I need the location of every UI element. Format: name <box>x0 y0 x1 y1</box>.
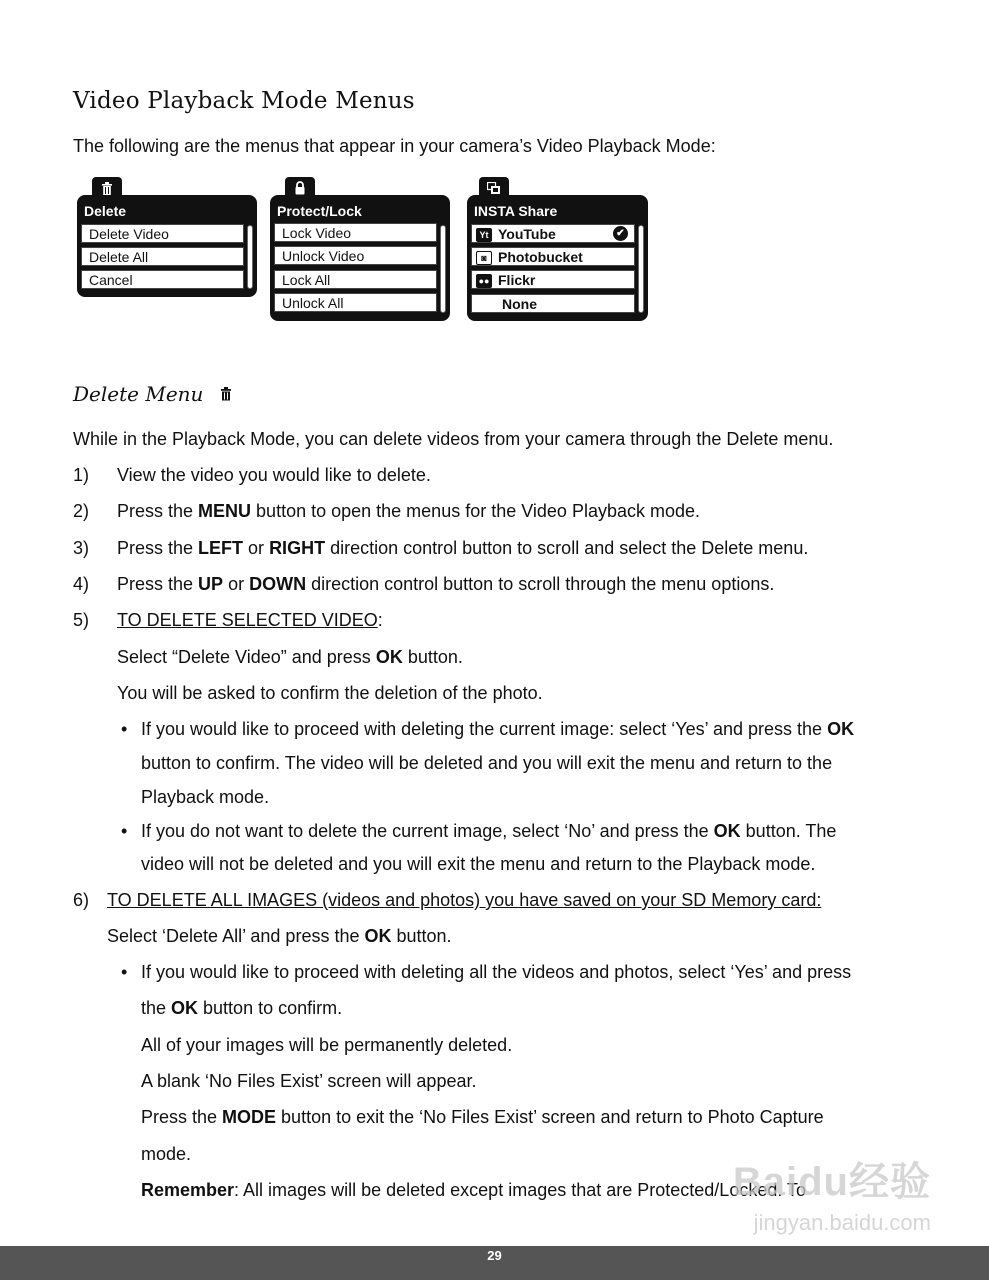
step-3-text <box>117 537 808 559</box>
text: direction control button to scroll and select the Delete menu. <box>325 538 809 558</box>
section-title <box>73 382 232 406</box>
step-5-line-2: You will be asked to confirm the deletion of the photo. <box>117 683 543 703</box>
menu-item-label: Photobucket <box>498 249 583 265</box>
text: or <box>243 538 270 558</box>
step-6-bullet-line-3: All of your images will be permanently deleted. <box>141 1035 513 1055</box>
key-menu: MENU <box>198 501 252 521</box>
scrollbar <box>638 225 644 313</box>
menu-item-unlock-all: Unlock All <box>274 293 437 312</box>
check-icon: ✔ <box>613 226 628 241</box>
step-4-text <box>117 573 774 595</box>
step-5-bullet-2-line-1 <box>141 820 836 842</box>
key-ok: OK <box>375 647 403 667</box>
menu-item-label: YouTube <box>498 226 556 242</box>
photobucket-icon: ◙ <box>476 251 492 265</box>
scrollbar <box>440 225 446 313</box>
delete-menu-title: Delete <box>84 203 127 219</box>
lead-paragraph: While in the Playback Mode, you can delete videos from your camera through the Delete menu. <box>73 429 834 449</box>
step-6-bullet-line-4: A blank ‘No Files Exist’ screen will appear. <box>141 1071 477 1091</box>
text: If you do not want to delete the current image, select ‘No’ and press the <box>141 821 714 841</box>
text: : <box>377 610 383 630</box>
text: button to open the menus for the Video Playback mode. <box>251 501 701 521</box>
youtube-icon: Yt <box>476 228 492 242</box>
step-6-bullet-line-2 <box>141 997 342 1019</box>
key-ok: OK <box>171 998 199 1018</box>
step-5-line-1 <box>117 646 463 668</box>
menu-item-delete-video: Delete Video <box>81 224 244 243</box>
key-ok: OK <box>713 821 741 841</box>
menu-item-none <box>471 294 635 313</box>
text: : All images will be deleted except images that are Protected/Locked. To <box>234 1180 807 1200</box>
key-up: UP <box>198 574 224 594</box>
step-1-number: 1) <box>73 465 90 485</box>
key-left: LEFT <box>198 538 244 558</box>
step-6-bullet-line-1: • If you would like to proceed with deleting all the videos and photos, select ‘Yes’ and press <box>141 961 851 983</box>
menu-item-cancel: Cancel <box>81 270 244 289</box>
step-5-number: 5) <box>73 610 90 630</box>
page-number: 29 <box>487 1248 502 1263</box>
text: the <box>141 998 172 1018</box>
protect-menu-title: Protect/Lock <box>277 203 362 219</box>
menu-item-youtube <box>471 224 635 243</box>
step-2-text <box>117 500 700 522</box>
text: If you would like to proceed with deleting the current image: select ‘Yes’ and press the <box>141 719 828 739</box>
step-5-heading <box>117 609 383 631</box>
step-6-bullet-line-5 <box>141 1106 824 1128</box>
intro-text: The following are the menus that appear in your camera’s Video Playback Mode: <box>73 136 716 156</box>
watermark: Baidu经验 <box>732 1160 931 1204</box>
text: button to exit the ‘No Files Exist’ screen and return to Photo Capture <box>276 1107 824 1127</box>
step-6-heading: TO DELETE ALL IMAGES (videos and photos) you have saved on your SD Memory card: <box>107 890 822 910</box>
watermark-url: jingyan.baidu.com <box>753 1210 931 1235</box>
heading-text: TO DELETE SELECTED VIDEO <box>117 610 378 630</box>
menu-item-lock-all: Lock All <box>274 270 437 289</box>
text: button. The <box>740 821 837 841</box>
text: Press the <box>117 574 199 594</box>
menu-item-delete-all: Delete All <box>81 247 244 266</box>
step-6-bullet-line-7 <box>141 1179 806 1201</box>
step-3-number: 3) <box>73 538 90 558</box>
menu-item-unlock-video: Unlock Video <box>274 246 437 265</box>
protect-menu-panel <box>270 177 450 321</box>
menu-item-flickr <box>471 270 635 289</box>
flickr-icon: ●● <box>476 274 492 288</box>
step-5-bullet-1-line-2: button to confirm. The video will be deleted and you will exit the menu and return to the <box>141 753 833 773</box>
text: direction control button to scroll through the menu options. <box>306 574 775 594</box>
step-2-number: 2) <box>73 501 90 521</box>
text: button to confirm. <box>198 998 343 1018</box>
step-1-text: View the video you would like to delete. <box>117 465 431 485</box>
step-5-bullet-1-line-3: Playback mode. <box>141 787 270 807</box>
menu-item-photobucket <box>471 247 635 266</box>
delete-menu-panel <box>77 177 257 297</box>
menu-item-label: Flickr <box>498 272 536 288</box>
menu-item-label: None <box>502 296 537 312</box>
key-ok: OK <box>364 926 392 946</box>
text: Select “Delete Video” and press <box>117 647 376 667</box>
step-5-bullet-1-line-1 <box>141 718 854 740</box>
key-down: DOWN <box>249 574 307 594</box>
page-footer <box>0 1246 989 1280</box>
text: Press the <box>141 1107 223 1127</box>
scrollbar <box>247 225 253 289</box>
step-6-line-1 <box>107 925 452 947</box>
share-menu-panel <box>467 177 648 321</box>
step-6-bullet-line-6: mode. <box>141 1144 192 1164</box>
text: Press the <box>117 501 199 521</box>
text: Select ‘Delete All’ and press the <box>107 926 365 946</box>
key-mode: MODE <box>222 1107 277 1127</box>
step-5-bullet-2-line-2: video will not be deleted and you will exit the menu and return to the Playback mode. <box>141 854 816 874</box>
trash-icon <box>220 382 232 406</box>
key-right: RIGHT <box>269 538 326 558</box>
step-6-number: 6) <box>73 890 90 910</box>
page-title: Video Playback Mode Menus <box>73 88 415 114</box>
share-menu-title: INSTA Share <box>474 203 558 219</box>
remember-label: Remember <box>141 1180 235 1200</box>
text: or <box>223 574 250 594</box>
step-4-number: 4) <box>73 574 90 594</box>
text: button. <box>391 926 452 946</box>
key-ok: OK <box>827 719 855 739</box>
section-title-text: Delete Menu <box>73 382 204 406</box>
text: button. <box>402 647 463 667</box>
text: Press the <box>117 538 199 558</box>
menu-item-lock-video: Lock Video <box>274 223 437 242</box>
